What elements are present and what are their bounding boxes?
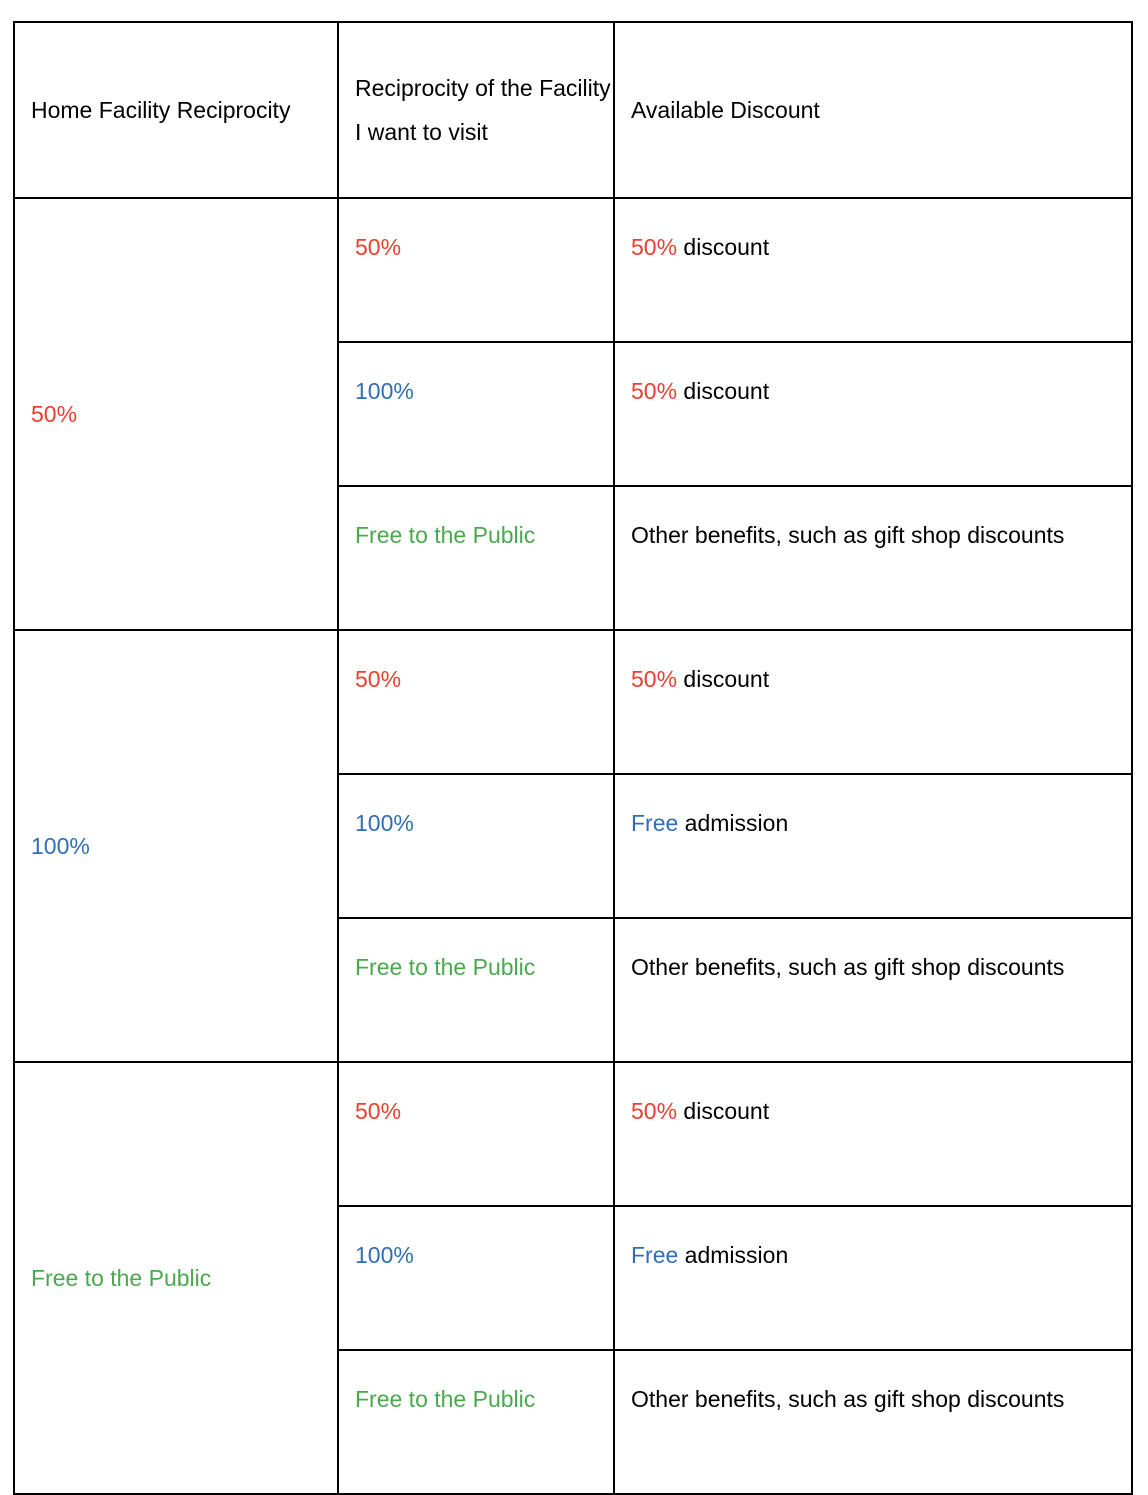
available-discount-cell xyxy=(614,198,1132,342)
header-home-reciprocity: Home Facility Reciprocity xyxy=(14,22,338,198)
header-row xyxy=(14,22,1132,198)
available-discount-cell xyxy=(614,630,1132,774)
discount-text: admission xyxy=(678,1242,789,1268)
available-discount-cell xyxy=(614,1350,1132,1494)
discount-text: admission xyxy=(678,810,789,836)
discount-highlight: 50% xyxy=(631,234,678,260)
available-discount-cell xyxy=(614,774,1132,918)
discount-text: discount xyxy=(677,666,770,692)
discount-text: discount xyxy=(677,378,770,404)
discount-text: Other benefits, such as gift shop discounts xyxy=(631,954,1065,980)
visit-reciprocity-cell: Free to the Public xyxy=(338,918,614,1062)
visit-reciprocity-cell: 50% xyxy=(338,198,614,342)
visit-reciprocity-cell: 100% xyxy=(338,1206,614,1350)
available-discount-cell xyxy=(614,486,1132,630)
visit-reciprocity-cell: 100% xyxy=(338,774,614,918)
table-row xyxy=(14,1062,1132,1206)
visit-reciprocity-cell: Free to the Public xyxy=(338,486,614,630)
visit-reciprocity-cell: 100% xyxy=(338,342,614,486)
header-visit-reciprocity: Reciprocity of the Facility I want to visit xyxy=(338,22,614,198)
visit-reciprocity-cell: Free to the Public xyxy=(338,1350,614,1494)
discount-highlight: 50% xyxy=(631,666,678,692)
discount-highlight: 50% xyxy=(631,1098,678,1124)
discount-highlight: 50% xyxy=(631,378,678,404)
discount-text: Other benefits, such as gift shop discounts xyxy=(631,1386,1065,1412)
reciprocity-table xyxy=(13,21,1133,1495)
available-discount-cell xyxy=(614,1062,1132,1206)
visit-reciprocity-cell: 50% xyxy=(338,630,614,774)
home-reciprocity-cell: Free to the Public xyxy=(14,1062,338,1494)
discount-highlight: Free xyxy=(631,810,679,836)
discount-highlight: Free xyxy=(631,1242,679,1268)
discount-text: discount xyxy=(677,234,770,260)
header-available-discount: Available Discount xyxy=(614,22,1132,198)
available-discount-cell xyxy=(614,342,1132,486)
discount-text: Other benefits, such as gift shop discounts xyxy=(631,522,1065,548)
available-discount-cell xyxy=(614,918,1132,1062)
table-row xyxy=(14,630,1132,774)
table-row xyxy=(14,198,1132,342)
home-reciprocity-cell: 100% xyxy=(14,630,338,1062)
visit-reciprocity-cell: 50% xyxy=(338,1062,614,1206)
home-reciprocity-cell: 50% xyxy=(14,198,338,630)
available-discount-cell xyxy=(614,1206,1132,1350)
discount-text: discount xyxy=(677,1098,770,1124)
